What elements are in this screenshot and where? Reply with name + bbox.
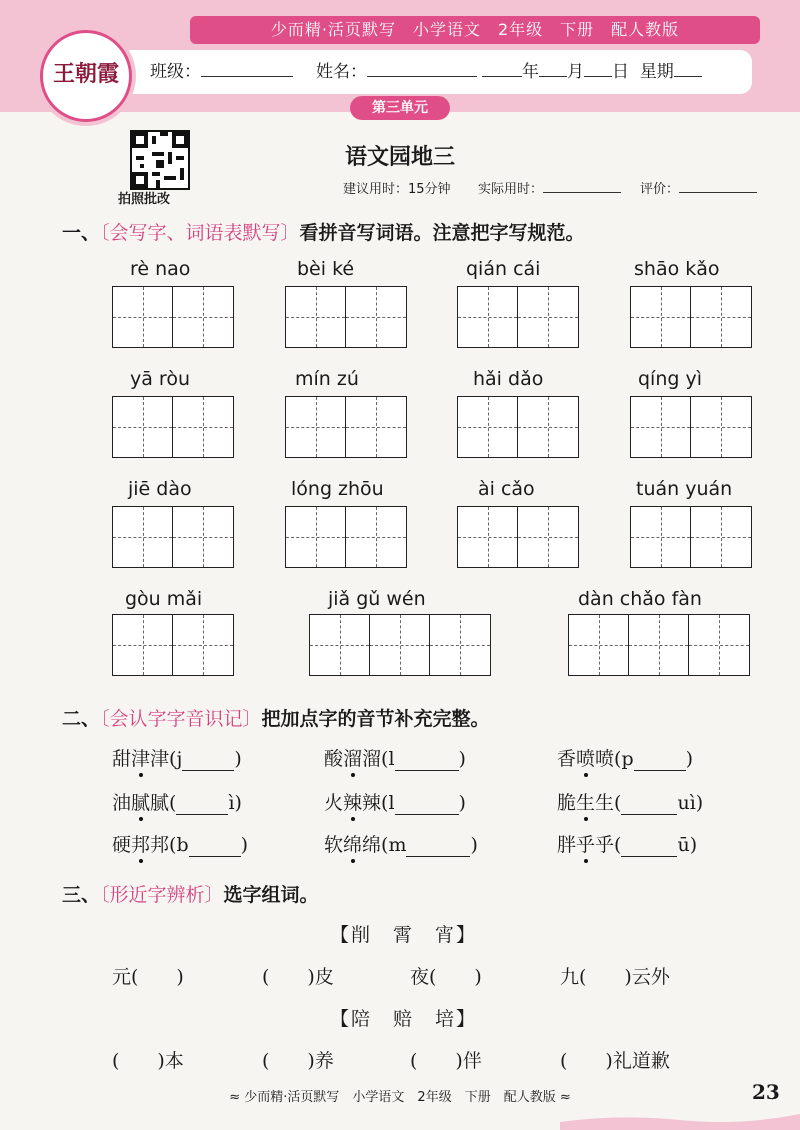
writing-box[interactable] — [370, 615, 430, 675]
writing-grid[interactable] — [112, 506, 234, 568]
pinyin-label: mín zú — [295, 368, 359, 390]
writing-box[interactable] — [430, 615, 490, 675]
writing-grid[interactable] — [457, 286, 579, 348]
pinyin-hint: ) — [458, 792, 466, 814]
char: 油 — [112, 792, 132, 814]
section3-instruction: 选字组词。 — [223, 884, 319, 906]
actual-time-blank[interactable] — [543, 192, 621, 193]
section1-number: 一、 — [62, 222, 101, 244]
section2-heading — [62, 704, 490, 731]
pinyin-hint: ) — [234, 748, 242, 770]
char: 香 — [557, 748, 577, 770]
writing-box[interactable] — [518, 397, 578, 457]
pinyin-label: rè nao — [130, 258, 191, 280]
dotted-char: 乎 — [576, 834, 596, 856]
word-blank-3[interactable]: 夜( ) — [410, 966, 482, 988]
writing-grid[interactable] — [457, 506, 579, 568]
char-group-1: 【削 霄 宵】 — [330, 924, 478, 946]
actual-time-field — [478, 178, 621, 197]
char: 乎( — [595, 834, 622, 856]
pinyin-hint: l — [388, 792, 395, 814]
name-field — [316, 60, 477, 84]
answer-blank[interactable] — [395, 750, 459, 771]
brand-logo — [40, 30, 132, 122]
pinyin-item — [324, 830, 478, 857]
logo-text: 王朝霞 — [52, 61, 119, 87]
pinyin-hint: l — [388, 748, 395, 770]
date-field — [482, 60, 702, 84]
pinyin-hint: ) — [458, 748, 466, 770]
pinyin-label: jiē dào — [128, 478, 192, 500]
writing-box[interactable] — [458, 507, 518, 567]
writing-box[interactable] — [173, 287, 233, 347]
char: 硬 — [112, 834, 132, 856]
writing-box[interactable] — [631, 287, 691, 347]
pinyin-label: tuán yuán — [636, 478, 733, 500]
dotted-char: 生 — [576, 792, 596, 814]
writing-box[interactable] — [113, 287, 173, 347]
section3-tag: 〔形近字辨析〕 — [100, 884, 224, 906]
writing-box[interactable] — [631, 507, 691, 567]
writing-box[interactable] — [458, 287, 518, 347]
pinyin-hint: m — [388, 834, 407, 856]
dotted-char: 邦 — [131, 834, 151, 856]
writing-grid[interactable] — [630, 396, 752, 458]
pinyin-label: qíng yì — [638, 368, 703, 390]
writing-box[interactable] — [346, 397, 406, 457]
dotted-char: 腻 — [131, 792, 151, 814]
section2-number: 二、 — [62, 708, 101, 730]
char: 绵( — [362, 834, 389, 856]
writing-box[interactable] — [286, 507, 346, 567]
pinyin-hint: p — [621, 748, 634, 770]
pinyin-hint: b — [176, 834, 189, 856]
char: 生( — [595, 792, 622, 814]
qr-label: 拍照批改 — [118, 192, 171, 207]
writing-box[interactable] — [286, 397, 346, 457]
writing-box[interactable] — [458, 397, 518, 457]
dotted-char: 辣 — [343, 792, 363, 814]
dotted-char: 喷 — [576, 748, 596, 770]
name-label: 姓名： — [316, 62, 367, 82]
pinyin-item — [557, 788, 703, 815]
writing-box[interactable] — [631, 397, 691, 457]
word-blank-5[interactable]: ( )本 — [112, 1050, 184, 1072]
char: 喷( — [595, 748, 622, 770]
char: 软 — [324, 834, 344, 856]
writing-grid[interactable] — [568, 614, 750, 676]
writing-box[interactable] — [346, 507, 406, 567]
pinyin-hint: ū) — [677, 834, 698, 856]
pinyin-item — [112, 830, 248, 857]
section3-number: 三、 — [62, 884, 101, 906]
char: 邦( — [150, 834, 177, 856]
dotted-char: 津 — [131, 748, 151, 770]
char: 辣( — [362, 792, 389, 814]
writing-grid[interactable] — [457, 396, 579, 458]
writing-box[interactable] — [629, 615, 689, 675]
section1-tag: 〔会写字、词语表默写〕 — [100, 222, 300, 244]
answer-blank[interactable] — [182, 750, 234, 771]
class-field — [150, 60, 293, 84]
section2-instruction: 把加点字的音节补充完整。 — [261, 708, 490, 730]
dotted-char: 绵 — [343, 834, 363, 856]
word-blank-7[interactable]: ( )伴 — [410, 1050, 482, 1072]
footer-wave — [560, 1100, 800, 1130]
writing-box[interactable] — [346, 287, 406, 347]
rating-blank[interactable] — [679, 192, 757, 193]
pinyin-label: bèi ké — [297, 258, 355, 280]
writing-grid[interactable] — [112, 286, 234, 348]
rating-field — [640, 178, 757, 197]
writing-box[interactable] — [569, 615, 629, 675]
writing-grid[interactable] — [112, 614, 234, 676]
writing-grid[interactable] — [285, 396, 407, 458]
page-number: 23 — [752, 1080, 780, 1104]
char: 酸 — [324, 748, 344, 770]
char: 甜 — [112, 748, 132, 770]
answer-blank[interactable] — [176, 794, 228, 815]
char: 脆 — [557, 792, 577, 814]
char-group-2: 【陪 赔 培】 — [330, 1008, 478, 1030]
pinyin-label: qián cái — [466, 258, 541, 280]
pinyin-label: gòu mǎi — [125, 588, 203, 610]
word-blank-1[interactable]: 元( ) — [112, 966, 184, 988]
word-blank-6[interactable]: ( )养 — [262, 1050, 334, 1072]
section2-tag: 〔会认字字音识记〕 — [100, 708, 262, 730]
writing-box[interactable] — [286, 287, 346, 347]
writing-box[interactable] — [691, 397, 751, 457]
year-label: 年 — [522, 62, 539, 82]
answer-blank[interactable] — [621, 836, 677, 857]
writing-grid[interactable] — [309, 614, 491, 676]
day-blank[interactable] — [584, 76, 612, 77]
series-title: 少而精·活页默写 小学语文 2年级 下册 配人教版 — [190, 16, 760, 44]
pinyin-hint: ) — [240, 834, 249, 856]
answer-blank[interactable] — [395, 794, 459, 815]
writing-box[interactable] — [691, 287, 751, 347]
year-blank[interactable] — [482, 76, 522, 77]
month-label: 月 — [567, 62, 584, 82]
name-blank[interactable] — [367, 76, 477, 77]
section1-instruction: 看拼音写词语。注意把字写规范。 — [299, 222, 585, 244]
writing-grid[interactable] — [112, 396, 234, 458]
pinyin-label: yā ròu — [130, 368, 190, 390]
dotted-char: 溜 — [343, 748, 363, 770]
pinyin-hint: uì) — [677, 792, 704, 814]
pinyin-hint: ) — [685, 748, 694, 770]
char: 溜( — [362, 748, 389, 770]
writing-box[interactable] — [173, 397, 233, 457]
weekday-label: 星期 — [639, 62, 674, 82]
char: 津( — [150, 748, 177, 770]
writing-grid[interactable] — [630, 286, 752, 348]
pinyin-item — [557, 830, 697, 857]
writing-box[interactable] — [518, 287, 578, 347]
pinyin-item — [324, 788, 466, 815]
pinyin-label: shāo kǎo — [634, 258, 720, 280]
pinyin-hint: ) — [470, 834, 478, 856]
pinyin-label: ài cǎo — [478, 478, 535, 500]
word-blank-4[interactable]: 九( )云外 — [560, 966, 670, 988]
pinyin-hint: ì) — [228, 792, 242, 814]
footer-text: ≈ 少而精·活页默写 小学语文 2年级 下册 配人教版 ≈ — [229, 1090, 571, 1105]
writing-box[interactable] — [113, 397, 173, 457]
writing-box[interactable] — [691, 507, 751, 567]
pinyin-item — [112, 744, 242, 771]
answer-blank[interactable] — [634, 750, 686, 771]
class-label: 班级： — [150, 62, 201, 82]
pinyin-label: lóng zhōu — [291, 478, 384, 500]
unit-tab: 第三单元 — [350, 96, 450, 120]
pinyin-label: jiǎ gǔ wén — [328, 588, 426, 610]
pinyin-item — [112, 788, 242, 815]
writing-box[interactable] — [173, 507, 233, 567]
char: 腻( — [150, 792, 177, 814]
month-blank[interactable] — [539, 76, 567, 77]
pinyin-label: hǎi dǎo — [473, 368, 544, 390]
pinyin-item — [557, 744, 693, 771]
pinyin-hint: j — [176, 748, 183, 770]
class-blank[interactable] — [201, 76, 293, 77]
qr-code-icon[interactable] — [130, 130, 190, 190]
weekday-blank[interactable] — [674, 76, 702, 77]
qr-pattern — [132, 132, 188, 188]
day-label: 日 — [612, 62, 629, 82]
pinyin-label: dàn chǎo fàn — [578, 588, 702, 610]
pinyin-item — [324, 744, 466, 771]
writing-grid[interactable] — [285, 286, 407, 348]
answer-blank[interactable] — [621, 794, 677, 815]
section3-heading — [62, 880, 319, 907]
answer-blank[interactable] — [189, 836, 241, 857]
word-blank-2[interactable]: ( )皮 — [262, 966, 334, 988]
page-title: 语文园地三 — [344, 144, 455, 170]
answer-blank[interactable] — [406, 836, 470, 857]
writing-grid[interactable] — [285, 506, 407, 568]
writing-box[interactable] — [518, 507, 578, 567]
actual-time-label: 实际用时： — [478, 182, 544, 197]
writing-grid[interactable] — [630, 506, 752, 568]
char: 火 — [324, 792, 344, 814]
suggested-time: 建议用时：15分钟 — [343, 182, 451, 197]
writing-box[interactable] — [113, 615, 173, 675]
section1-heading — [62, 218, 585, 245]
writing-box[interactable] — [689, 615, 749, 675]
word-blank-8[interactable]: ( )礼道歉 — [560, 1050, 670, 1072]
writing-box[interactable] — [310, 615, 370, 675]
writing-box[interactable] — [173, 615, 233, 675]
writing-box[interactable] — [113, 507, 173, 567]
char: 胖 — [557, 834, 577, 856]
rating-label: 评价： — [640, 182, 680, 197]
